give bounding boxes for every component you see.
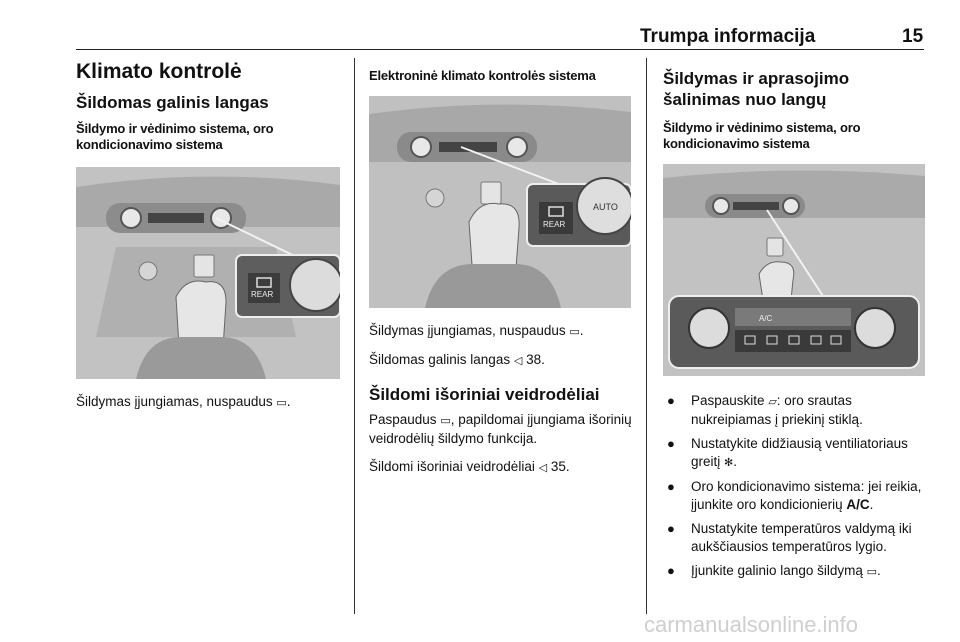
- running-header: Trumpa informacija: [640, 26, 816, 47]
- list-item: ● Nustatykite temperatūros valdymą iki aukščiausios temperatūros lygio.: [667, 521, 912, 554]
- section-title: Šildymas ir aprasojimo šalinimas nuo langų: [663, 69, 850, 109]
- rear-defrost-icon: ▭: [276, 396, 287, 409]
- list-item: ● Nustatykite didžiausią ventiliatoriaus greitį ✻.: [667, 436, 908, 469]
- rear-button-label: REAR: [543, 220, 566, 229]
- subsection-title: Šildomas galinis langas: [76, 93, 269, 112]
- paragraph: Šildomi išoriniai veidrodėliai ◁ 35.: [369, 459, 570, 474]
- instruction-list: [663, 392, 927, 581]
- section-title: Klimato kontrolė: [76, 60, 242, 83]
- defrost-panel-illustration: [663, 164, 925, 376]
- column-divider: [646, 58, 647, 614]
- electronic-climate-figure: [369, 96, 631, 308]
- paragraph: Paspaudus ▭, papildomai įjungiama išorinių veidrodėlių šildymo funkcija.: [369, 412, 632, 446]
- bullet-icon: ●: [667, 436, 675, 451]
- page-reference-link[interactable]: 38.: [526, 352, 545, 367]
- bullet-icon: ●: [667, 393, 675, 408]
- climate-panel-illustration: [76, 167, 340, 379]
- reference-arrow-icon: ◁: [513, 354, 523, 367]
- page-number: 15: [902, 26, 924, 47]
- front-defrost-icon: ▱: [768, 395, 777, 408]
- list-item: ● Įjunkite galinio lango šildymą ▭.: [667, 563, 881, 578]
- auto-button-label: AUTO: [593, 202, 618, 212]
- rear-defrost-icon: ▭: [569, 325, 580, 338]
- column-left: [76, 56, 340, 412]
- header-rule: [76, 49, 924, 50]
- list-item: ● Paspauskite ▱: oro srautas nukreipiamas į priekinį stiklą.: [667, 393, 863, 427]
- column-right: [663, 56, 927, 587]
- system-heading: Šildymo ir vėdinimo sistema, oro kondicionavimo sistema: [663, 120, 861, 151]
- column-middle: [369, 56, 633, 477]
- electronic-climate-illustration: [369, 96, 631, 308]
- bullet-icon: ●: [667, 521, 675, 536]
- subsection-title: Šildomi išoriniai veidrodėliai: [369, 385, 600, 404]
- page-reference-link[interactable]: 35.: [550, 459, 570, 474]
- paragraph: Šildymas įjungiamas, nuspaudus ▭.: [369, 323, 584, 338]
- bullet-icon: ●: [667, 563, 675, 578]
- ac-label: A/C: [846, 497, 870, 512]
- list-item: ● Oro kondicionavimo sistema: jei reikia, įjunkite oro kondicionierių A/C.: [667, 479, 922, 512]
- bullet-icon: ●: [667, 479, 675, 494]
- rear-defrost-icon: ▭: [440, 414, 451, 427]
- rear-defrost-icon: ▭: [866, 565, 878, 578]
- rear-button-label: REAR: [251, 290, 274, 299]
- reference-arrow-icon: ◁: [538, 461, 548, 474]
- system-heading: Elektroninė klimato kontrolės sistema: [369, 68, 596, 83]
- paragraph: Šildymas įjungiamas, nuspaudus ▭.: [76, 394, 291, 409]
- defrost-panel-figure: [663, 164, 925, 376]
- watermark: carmanualsonline.info: [644, 612, 859, 637]
- system-heading: Šildymo ir vėdinimo sistema, oro kondicionavimo sistema: [76, 121, 274, 152]
- climate-panel-figure: [76, 167, 340, 379]
- column-divider: [354, 58, 355, 614]
- ac-button-label: A/C: [759, 314, 773, 323]
- fan-icon: ✻: [724, 456, 734, 469]
- paragraph: Šildomas galinis langas ◁ 38.: [369, 352, 545, 367]
